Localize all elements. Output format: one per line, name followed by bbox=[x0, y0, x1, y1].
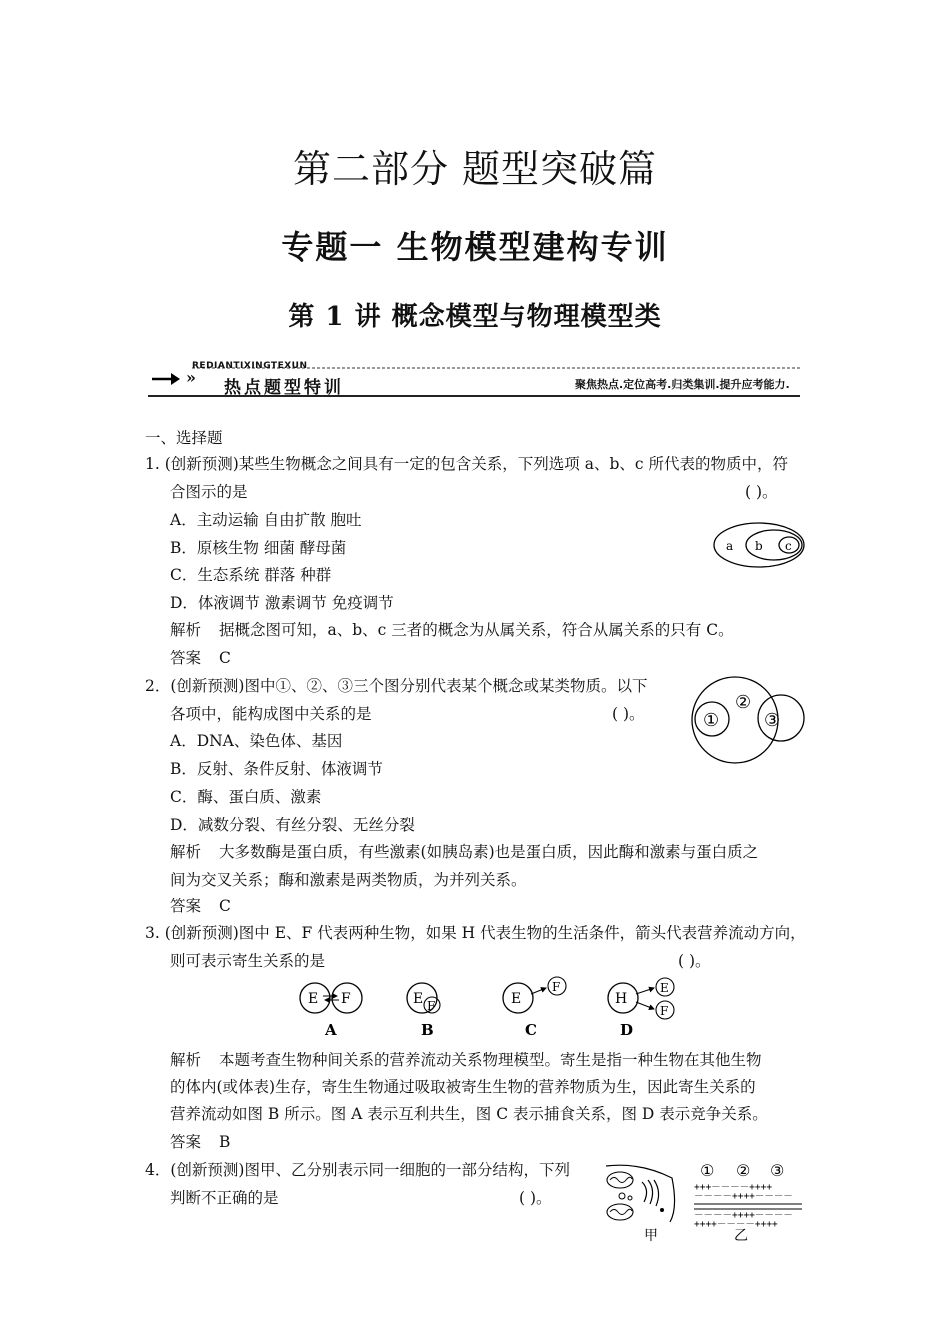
q1-answer-bracket: ( )。 bbox=[745, 483, 778, 501]
answer-value: B bbox=[219, 1133, 231, 1151]
q2-circles-figure bbox=[688, 676, 808, 766]
q3-analysis-line1 bbox=[170, 1050, 762, 1070]
q2-stem-line1: 2．(创新预测)图中①、②、③三个图分别代表某个概念或某类物质。以下 bbox=[145, 677, 648, 695]
fig2-label-1: ① bbox=[703, 710, 720, 731]
q1-option-a: A．主动运输 自由扩散 胞吐 bbox=[170, 511, 362, 529]
fig4-label-3: ③ bbox=[770, 1161, 785, 1180]
fig3-option-a bbox=[300, 983, 362, 1039]
q3-analysis-line2: 的体内(或体表)生存，寄生生物通过吸取被寄生生物的营养物质为生，因此寄生关系的 bbox=[170, 1078, 756, 1096]
q4-figure-yi bbox=[690, 1160, 805, 1242]
q2-option-d: D．减数分裂、有丝分裂、无丝分裂 bbox=[170, 816, 415, 834]
analysis-label: 解析 bbox=[170, 621, 202, 639]
q1-nested-ellipses-figure bbox=[712, 520, 807, 570]
q3-stem-line2: 则可表示寄生关系的是 bbox=[170, 952, 326, 970]
answer-label: 答案 bbox=[170, 1133, 202, 1151]
q3-answer bbox=[170, 1132, 230, 1152]
fig1-label-b: b bbox=[755, 539, 763, 553]
q1-stem-line1: 1. (创新预测)某些生物概念之间具有一定的包含关系，下列选项 a、b、c 所代表的物质中，符 bbox=[145, 455, 789, 473]
q1-stem-line2: 合图示的是 bbox=[170, 483, 248, 501]
q2-option-b: B．反射、条件反射、体液调节 bbox=[170, 760, 383, 778]
fig3b-f: F bbox=[427, 999, 436, 1013]
arrow-icon bbox=[150, 370, 182, 388]
lecture-title: 第 1 讲 概念模型与物理模型类 bbox=[288, 302, 662, 332]
fig2-label-3: ③ bbox=[764, 710, 781, 731]
q4-stem-line1: 4．(创新预测)图甲、乙分别表示同一细胞的一部分结构，下列 bbox=[145, 1161, 570, 1179]
section-heading: 一、选择题 bbox=[145, 429, 223, 447]
fig1-label-a: a bbox=[726, 539, 734, 553]
q1-option-b: B．原核生物 细菌 酵母菌 bbox=[170, 539, 347, 557]
q2-stem-line2: 各项中，能构成图中关系的是 bbox=[170, 705, 372, 723]
answer-label: 答案 bbox=[170, 649, 202, 667]
membrane-row-3: －－－－++++－－－－ bbox=[694, 1210, 793, 1221]
fig4-caption-jia: 甲 bbox=[644, 1228, 658, 1242]
q1-option-c: C．生态系统 群落 种群 bbox=[170, 566, 332, 584]
topic-title: 专题一 生物模型建构专训 bbox=[281, 228, 669, 266]
fig3-caption-c: C bbox=[525, 1021, 537, 1039]
q1-answer bbox=[170, 648, 231, 668]
membrane-row-1: +++－－－－++++ bbox=[694, 1182, 773, 1193]
fig1-label-c: c bbox=[785, 539, 792, 553]
fig2-label-2: ② bbox=[735, 692, 752, 713]
q4-figure-jia bbox=[600, 1160, 682, 1242]
fig3a-e: E bbox=[308, 991, 319, 1007]
fig3a-f: F bbox=[341, 991, 351, 1007]
membrane-row-2: －－－－++++－－－－ bbox=[694, 1191, 793, 1202]
q3-analysis-line3: 营养流动如图 B 所示。图 A 表示互利共生，图 C 表示捕食关系，图 D 表示竞争关系。 bbox=[170, 1105, 768, 1123]
analysis-label: 解析 bbox=[170, 843, 202, 861]
fig4-label-1: ① bbox=[700, 1161, 715, 1180]
fig3d-e: E bbox=[660, 981, 669, 995]
fig3d-f: F bbox=[660, 1004, 669, 1018]
analysis-label: 解析 bbox=[170, 1051, 202, 1069]
banner-title: 热点题型特训 bbox=[224, 378, 344, 398]
chevron-icon: » bbox=[186, 368, 196, 387]
membrane-row-4: ++++－－－－++++ bbox=[694, 1219, 778, 1230]
analysis-text: 大多数酶是蛋白质，有些激素(如胰岛素)也是蛋白质，因此酶和激素与蛋白质之 bbox=[219, 843, 759, 861]
fig3d-h: H bbox=[615, 991, 628, 1007]
analysis-text: 据概念图可知，a、b、c 三者的概念为从属关系，符合从属关系的只有 C。 bbox=[219, 621, 734, 639]
fig3-caption-b: B bbox=[421, 1021, 434, 1039]
q2-answer bbox=[170, 896, 231, 916]
fig3-option-d bbox=[608, 978, 674, 1039]
fig3c-e: E bbox=[511, 991, 522, 1007]
fig3-option-b bbox=[407, 983, 440, 1039]
fig4-caption-yi: 乙 bbox=[734, 1228, 748, 1242]
q4-stem-line2: 判断不正确的是 bbox=[170, 1189, 279, 1207]
q3-stem-line1: 3. (创新预测)图中 E、F 代表两种生物，如果 H 代表生物的生活条件，箭头代表营养流动方向， bbox=[145, 924, 806, 942]
q2-analysis-line1 bbox=[170, 842, 758, 862]
answer-label: 答案 bbox=[170, 897, 202, 915]
fig3-caption-d: D bbox=[620, 1021, 634, 1039]
answer-value: C bbox=[219, 649, 231, 667]
q2-option-c: C．酶、蛋白质、激素 bbox=[170, 788, 322, 806]
part-title: 第二部分 题型突破篇 bbox=[292, 147, 658, 191]
q1-analysis bbox=[170, 620, 734, 640]
banner-slogan: 聚焦热点.定位高考.归类集训.提升应考能力. bbox=[575, 378, 790, 391]
q4-answer-bracket: ( )。 bbox=[519, 1189, 552, 1207]
q2-option-a: A．DNA、染色体、基因 bbox=[170, 732, 343, 750]
fig3-caption-a: A bbox=[325, 1021, 337, 1039]
q1-option-d: D．体液调节 激素调节 免疫调节 bbox=[170, 594, 394, 612]
banner-pinyin: REDIANTIXINGTEXUN bbox=[192, 361, 308, 371]
q2-analysis-line2: 间为交叉关系；酶和激素是两类物质，为并列关系。 bbox=[170, 871, 527, 889]
q2-answer-bracket: ( )。 bbox=[612, 705, 645, 723]
analysis-text: 本题考查生物种间关系的营养流动关系物理模型。寄生是指一种生物在其他生物 bbox=[219, 1051, 762, 1069]
fig3-option-c bbox=[503, 977, 566, 1039]
fig3c-f: F bbox=[552, 980, 561, 994]
fig4-label-2: ② bbox=[736, 1161, 751, 1180]
q3-answer-bracket: ( )。 bbox=[678, 952, 711, 970]
answer-value: C bbox=[219, 897, 231, 915]
fig3b-e: E bbox=[413, 991, 424, 1007]
q3-figures bbox=[295, 975, 690, 1043]
